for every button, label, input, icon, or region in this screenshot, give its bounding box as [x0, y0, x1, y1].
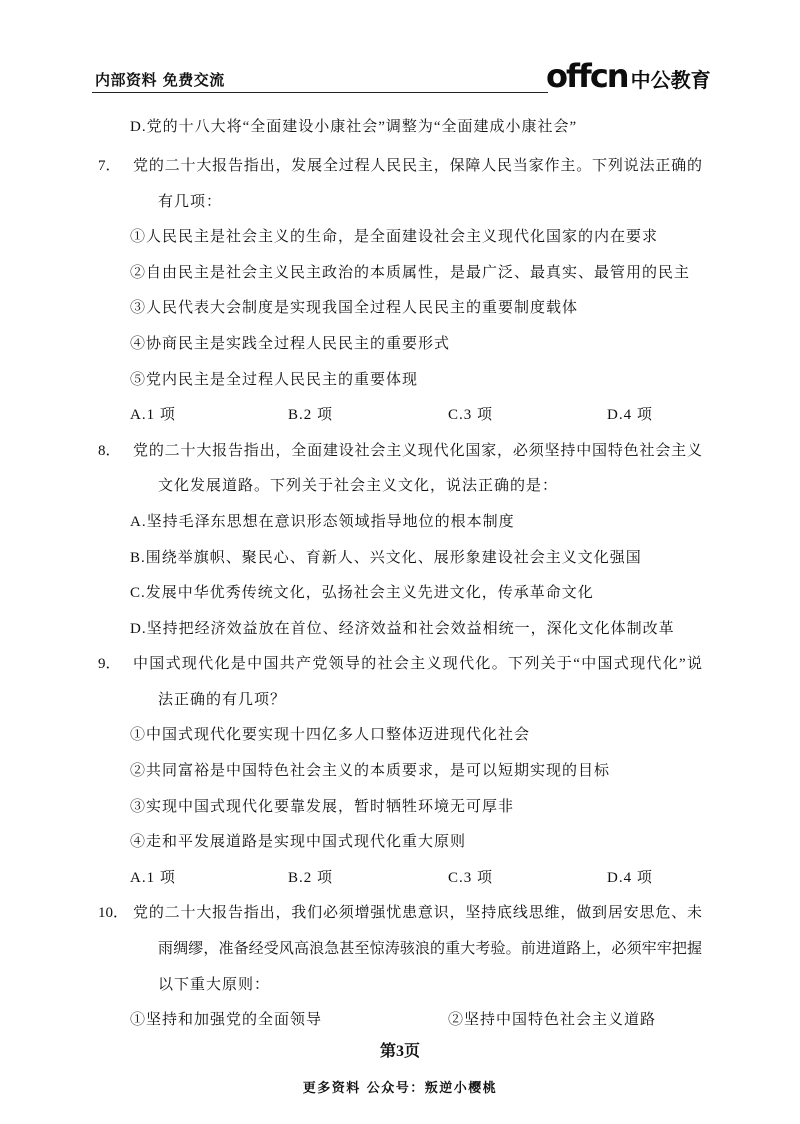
question-number: 7．: [98, 157, 121, 174]
question-stem-line: 党的二十大报告指出，我们必须增强忧患意识，坚持底线思维，做到居安思危、未: [133, 905, 702, 922]
statement: ⑤党内民主是全过程人民民主的重要体现: [130, 371, 419, 388]
question-stem-line: 党的二十大报告指出，全面建设社会主义现代化国家，必须坚持中国特色社会主义: [133, 442, 702, 459]
question-number: 8．: [98, 442, 121, 459]
answer-option: A.1 项: [130, 869, 176, 886]
statement: ④走和平发展道路是实现中国式现代化重大原则: [130, 834, 467, 851]
question-stem-first-line: [0, 149, 800, 185]
brand-logo: [546, 58, 711, 94]
statement: ③实现中国式现代化要靠发展，暂时牺牲环境无可厚非: [130, 798, 515, 815]
exam-content: [0, 110, 800, 1039]
answer-options-row: [0, 398, 800, 434]
logo-cjk-text: 中公教育: [630, 68, 711, 92]
answer-option: C.发展中华优秀传统文化，弘扬社会主义先进文化，传承革命文化: [130, 585, 594, 602]
question-number: 9．: [98, 656, 121, 673]
answer-option: B.围绕举旗帜、聚民心、育新人、兴文化、展形象建设社会主义文化强国: [130, 549, 642, 566]
answer-option: D.4 项: [607, 869, 653, 886]
statements-row: [0, 1003, 800, 1039]
logo-latin-text: offcn: [546, 57, 628, 95]
answer-option: A.1 项: [130, 407, 176, 424]
answer-option: D.4 项: [607, 407, 653, 424]
question-stem-line: 中国式现代化是中国共产党领导的社会主义现代化。下列关于“中国式现代化”说: [133, 656, 702, 673]
statement: ①人民民主是社会主义的生命，是全面建设社会主义现代化国家的内在要求: [130, 229, 659, 246]
answer-option: D.坚持把经济效益放在首位、经济效益和社会效益相统一，深化文化体制改革: [130, 620, 675, 637]
question-stem-line: 党的二十大报告指出，发展全过程人民民主，保障人民当家作主。下列说法正确的: [133, 157, 702, 174]
answer-option: B.2 项: [288, 407, 334, 424]
statement: ②坚持中国特色社会主义道路: [448, 1012, 657, 1029]
question-stem-first-line: [0, 647, 800, 683]
question-stem-line: 雨绸缪，准备经受风高浪急甚至惊涛骇浪的重大考验。前进道路上，必须牢牢把握: [158, 941, 702, 958]
statement: ①中国式现代化要实现十四亿多人口整体迈进现代化社会: [130, 727, 531, 744]
question-stem-line-wrapper: [0, 932, 800, 968]
carryover-option: D.党的十八大将“全面建设小康社会”调整为“全面建成小康社会”: [130, 119, 578, 135]
question-stem-line: 有几项：: [158, 193, 223, 210]
question-stem-line: 文化发展道路。下列关于社会主义文化，说法正确的是：: [158, 478, 559, 495]
statement: ①坚持和加强党的全面领导: [130, 1012, 323, 1029]
statement: ②共同富裕是中国特色社会主义的本质要求，是可以短期实现的目标: [130, 763, 611, 780]
answer-option: A.坚持毛泽东思想在意识形态领域指导地位的根本制度: [130, 513, 515, 530]
statement: ②自由民主是社会主义民主政治的本质属性，是最广泛、最真实、最管用的民主: [130, 264, 691, 281]
question-stem-line: 以下重大原则：: [158, 976, 271, 993]
answer-option: C.3 项: [448, 869, 494, 886]
question-number: 10．: [98, 905, 129, 922]
page-number: 第3页: [379, 1043, 420, 1060]
question-8: [0, 434, 800, 648]
header-rule: [92, 92, 548, 93]
question-7: [0, 149, 800, 434]
answer-option: C.3 项: [448, 407, 494, 424]
question-stem-first-line: [0, 896, 800, 932]
question-9: [0, 647, 800, 896]
header-label: 内部资料 免费交流: [95, 71, 225, 89]
answer-options-row: [0, 861, 800, 897]
footer-note: 更多资料 公众号：叛逆小樱桃: [302, 1081, 498, 1096]
question-10: [0, 896, 800, 1038]
answer-option: B.2 项: [288, 869, 334, 886]
statement: ③人民代表大会制度是实现我国全过程人民民主的重要制度载体: [130, 300, 579, 317]
statement: ④协商民主是实践全过程人民民主的重要形式: [130, 335, 451, 352]
question-stem-first-line: [0, 434, 800, 470]
question-stem-line: 法正确的有几项？: [158, 691, 287, 708]
